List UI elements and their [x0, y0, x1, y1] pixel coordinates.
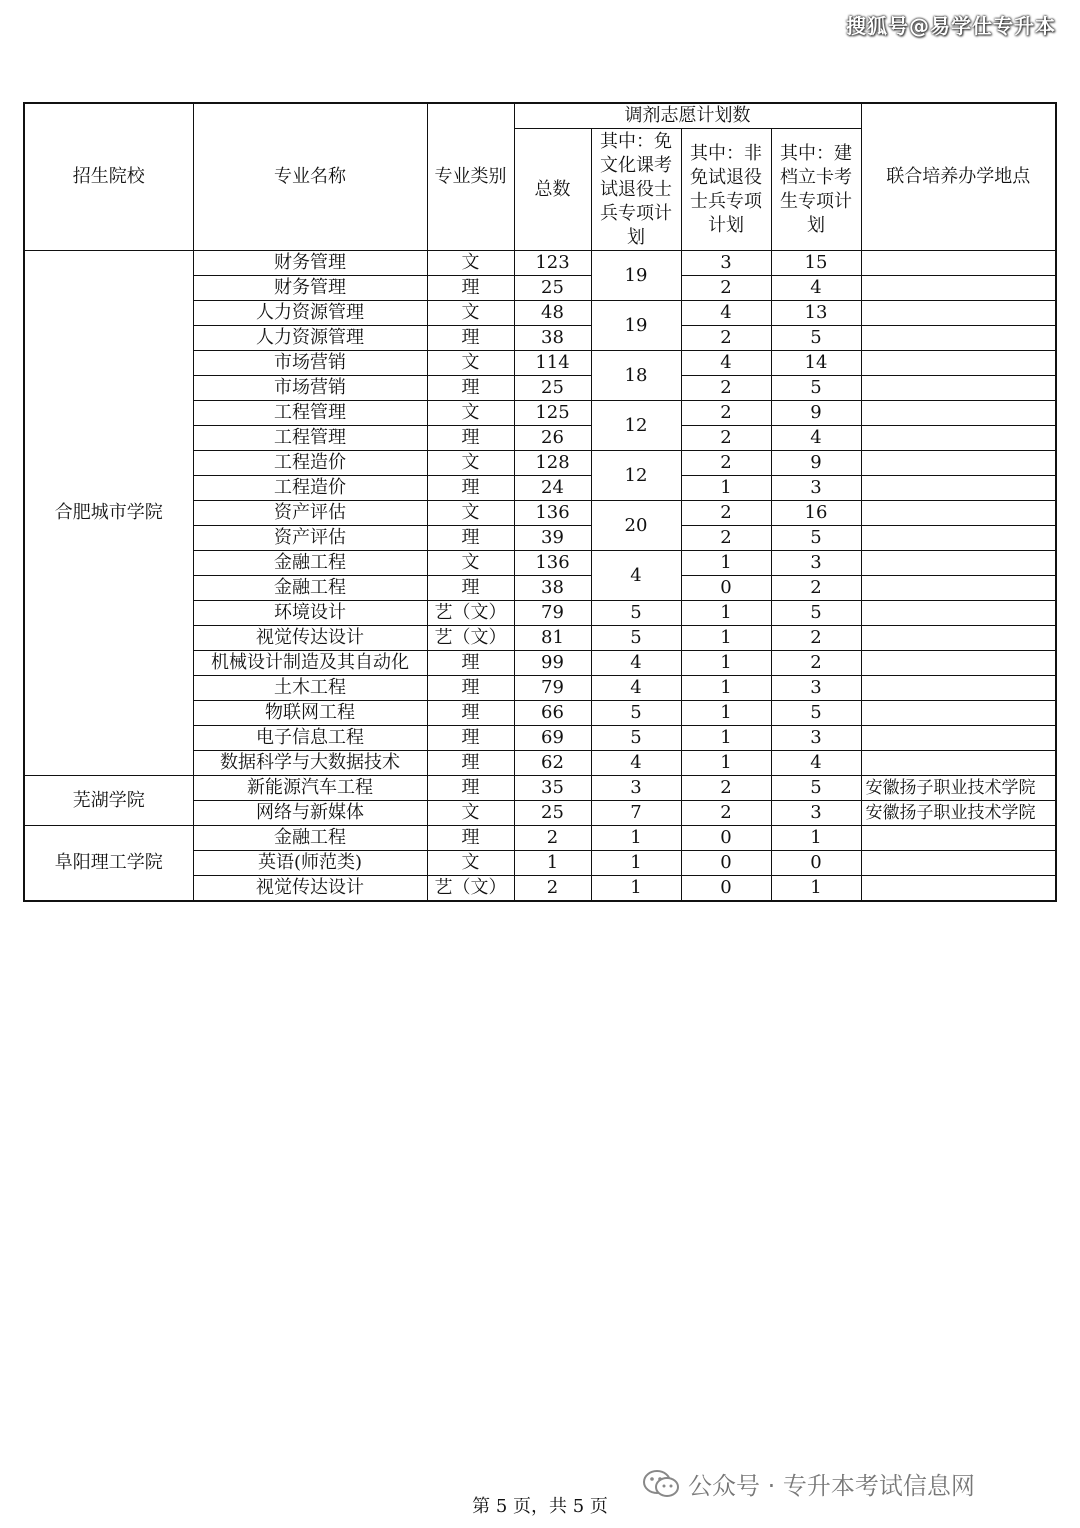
plan-total: 2	[514, 826, 591, 851]
plan-exempt: 20	[591, 501, 681, 551]
plan-poverty: 1	[771, 826, 861, 851]
major-category: 理	[427, 651, 514, 676]
plan-exempt: 3	[591, 776, 681, 801]
major-category: 理	[427, 526, 514, 551]
major-name: 工程管理	[193, 426, 427, 451]
plan-nonexempt: 2	[681, 376, 771, 401]
major-category: 文	[427, 851, 514, 876]
plan-nonexempt: 1	[681, 726, 771, 751]
plan-total: 25	[514, 376, 591, 401]
plan-poverty: 3	[771, 476, 861, 501]
plan-nonexempt: 2	[681, 401, 771, 426]
joint-location	[861, 301, 1056, 326]
wechat-label: 公众号 · 专升本考试信息网	[688, 1472, 975, 1500]
major-name: 英语(师范类)	[193, 851, 427, 876]
plan-poverty: 5	[771, 376, 861, 401]
major-category: 艺（文）	[427, 626, 514, 651]
major-category: 文	[427, 251, 514, 276]
plan-total: 26	[514, 426, 591, 451]
plan-nonexempt: 0	[681, 876, 771, 902]
plan-nonexempt: 2	[681, 326, 771, 351]
major-name: 机械设计制造及其自动化	[193, 651, 427, 676]
joint-location	[861, 401, 1056, 426]
plan-poverty: 14	[771, 351, 861, 376]
major-name: 物联网工程	[193, 701, 427, 726]
plan-table	[23, 102, 1057, 902]
plan-total: 2	[514, 876, 591, 902]
plan-total: 79	[514, 676, 591, 701]
joint-location	[861, 576, 1056, 601]
major-category: 理	[427, 576, 514, 601]
plan-nonexempt: 3	[681, 251, 771, 276]
major-name: 人力资源管理	[193, 326, 427, 351]
header-total: 总数	[514, 129, 591, 251]
joint-location	[861, 326, 1056, 351]
major-category: 文	[427, 401, 514, 426]
plan-total: 136	[514, 551, 591, 576]
plan-nonexempt: 2	[681, 526, 771, 551]
joint-location: 安徽扬子职业技术学院	[861, 776, 1056, 801]
header-school: 招生院校	[24, 103, 193, 251]
plan-poverty: 2	[771, 626, 861, 651]
major-category: 理	[427, 276, 514, 301]
plan-nonexempt: 1	[681, 551, 771, 576]
major-name: 工程管理	[193, 401, 427, 426]
plan-exempt: 12	[591, 401, 681, 451]
table-body	[24, 251, 1056, 902]
plan-nonexempt: 1	[681, 676, 771, 701]
plan-exempt: 4	[591, 651, 681, 676]
major-name: 资产评估	[193, 526, 427, 551]
major-name: 市场营销	[193, 351, 427, 376]
plan-exempt: 1	[591, 851, 681, 876]
major-category: 文	[427, 351, 514, 376]
plan-total: 1	[514, 851, 591, 876]
major-name: 市场营销	[193, 376, 427, 401]
major-name: 视觉传达设计	[193, 626, 427, 651]
major-category: 理	[427, 751, 514, 776]
plan-poverty: 2	[771, 651, 861, 676]
major-category: 理	[427, 676, 514, 701]
school-name: 合肥城市学院	[24, 251, 193, 776]
plan-total: 79	[514, 601, 591, 626]
major-category: 艺（文）	[427, 876, 514, 902]
plan-nonexempt: 0	[681, 576, 771, 601]
joint-location	[861, 751, 1056, 776]
plan-total: 123	[514, 251, 591, 276]
major-name: 工程造价	[193, 451, 427, 476]
major-name: 金融工程	[193, 551, 427, 576]
joint-location	[861, 451, 1056, 476]
plan-poverty: 3	[771, 801, 861, 826]
joint-location	[861, 876, 1056, 902]
joint-location	[861, 351, 1056, 376]
plan-exempt: 5	[591, 626, 681, 651]
major-name: 数据科学与大数据技术	[193, 751, 427, 776]
joint-location	[861, 626, 1056, 651]
plan-nonexempt: 2	[681, 426, 771, 451]
table-row	[24, 826, 1056, 851]
major-category: 理	[427, 326, 514, 351]
plan-total: 48	[514, 301, 591, 326]
major-name: 资产评估	[193, 501, 427, 526]
joint-location	[861, 426, 1056, 451]
plan-nonexempt: 1	[681, 751, 771, 776]
plan-nonexempt: 2	[681, 276, 771, 301]
plan-total: 125	[514, 401, 591, 426]
joint-location	[861, 526, 1056, 551]
plan-nonexempt: 2	[681, 801, 771, 826]
major-category: 文	[427, 301, 514, 326]
plan-nonexempt: 1	[681, 651, 771, 676]
joint-location	[861, 476, 1056, 501]
header-joint: 联合培养办学地点	[861, 103, 1056, 251]
header-plan-group: 调剂志愿计划数	[514, 103, 861, 129]
plan-poverty: 2	[771, 576, 861, 601]
plan-total: 128	[514, 451, 591, 476]
major-name: 环境设计	[193, 601, 427, 626]
major-category: 理	[427, 826, 514, 851]
plan-total: 38	[514, 576, 591, 601]
plan-poverty: 16	[771, 501, 861, 526]
plan-poverty: 9	[771, 401, 861, 426]
major-name: 财务管理	[193, 276, 427, 301]
plan-poverty: 1	[771, 876, 861, 902]
header-major: 专业名称	[193, 103, 427, 251]
major-category: 理	[427, 701, 514, 726]
watermark: 搜狐号@易学仕专升本	[846, 14, 1056, 38]
plan-exempt: 5	[591, 701, 681, 726]
major-category: 理	[427, 476, 514, 501]
plan-exempt: 12	[591, 451, 681, 501]
joint-location	[861, 676, 1056, 701]
joint-location	[861, 851, 1056, 876]
plan-total: 81	[514, 626, 591, 651]
plan-exempt: 5	[591, 601, 681, 626]
page-footer: 第 5 页，共 5 页	[472, 1496, 608, 1517]
joint-location	[861, 826, 1056, 851]
major-name: 土木工程	[193, 676, 427, 701]
plan-total: 66	[514, 701, 591, 726]
joint-location: 安徽扬子职业技术学院	[861, 801, 1056, 826]
plan-poverty: 3	[771, 676, 861, 701]
plan-total: 24	[514, 476, 591, 501]
plan-nonexempt: 1	[681, 626, 771, 651]
plan-total: 35	[514, 776, 591, 801]
joint-location	[861, 601, 1056, 626]
plan-total: 114	[514, 351, 591, 376]
plan-exempt: 4	[591, 551, 681, 601]
major-name: 金融工程	[193, 576, 427, 601]
plan-poverty: 4	[771, 276, 861, 301]
plan-total: 39	[514, 526, 591, 551]
major-category: 艺（文）	[427, 601, 514, 626]
major-name: 人力资源管理	[193, 301, 427, 326]
plan-total: 99	[514, 651, 591, 676]
plan-exempt: 18	[591, 351, 681, 401]
joint-location	[861, 551, 1056, 576]
plan-exempt: 19	[591, 301, 681, 351]
joint-location	[861, 726, 1056, 751]
plan-poverty: 5	[771, 601, 861, 626]
major-name: 电子信息工程	[193, 726, 427, 751]
major-name: 新能源汽车工程	[193, 776, 427, 801]
plan-poverty: 0	[771, 851, 861, 876]
plan-total: 69	[514, 726, 591, 751]
major-category: 文	[427, 451, 514, 476]
plan-poverty: 3	[771, 726, 861, 751]
plan-exempt: 7	[591, 801, 681, 826]
plan-nonexempt: 0	[681, 851, 771, 876]
plan-poverty: 5	[771, 326, 861, 351]
plan-poverty: 5	[771, 701, 861, 726]
joint-location	[861, 651, 1056, 676]
plan-poverty: 9	[771, 451, 861, 476]
joint-location	[861, 376, 1056, 401]
major-category: 文	[427, 501, 514, 526]
plan-total: 38	[514, 326, 591, 351]
plan-nonexempt: 1	[681, 476, 771, 501]
table-row	[24, 251, 1056, 276]
major-name: 金融工程	[193, 826, 427, 851]
plan-poverty: 4	[771, 751, 861, 776]
major-category: 理	[427, 776, 514, 801]
table-row	[24, 776, 1056, 801]
major-category: 理	[427, 376, 514, 401]
major-name: 网络与新媒体	[193, 801, 427, 826]
plan-poverty: 15	[771, 251, 861, 276]
major-category: 文	[427, 801, 514, 826]
major-name: 视觉传达设计	[193, 876, 427, 902]
plan-exempt: 1	[591, 826, 681, 851]
plan-nonexempt: 2	[681, 776, 771, 801]
plan-nonexempt: 4	[681, 301, 771, 326]
plan-poverty: 13	[771, 301, 861, 326]
major-category: 理	[427, 426, 514, 451]
plan-total: 62	[514, 751, 591, 776]
joint-location	[861, 501, 1056, 526]
plan-nonexempt: 2	[681, 501, 771, 526]
header-nonexempt: 其中：非免试退役士兵专项计划	[681, 129, 771, 251]
plan-exempt: 1	[591, 876, 681, 902]
plan-poverty: 5	[771, 526, 861, 551]
table-header	[24, 103, 1056, 251]
plan-nonexempt: 1	[681, 701, 771, 726]
plan-poverty: 3	[771, 551, 861, 576]
plan-poverty: 4	[771, 426, 861, 451]
plan-total: 136	[514, 501, 591, 526]
plan-exempt: 4	[591, 751, 681, 776]
major-name: 工程造价	[193, 476, 427, 501]
plan-nonexempt: 4	[681, 351, 771, 376]
major-category: 理	[427, 726, 514, 751]
plan-nonexempt: 1	[681, 601, 771, 626]
plan-total: 25	[514, 276, 591, 301]
school-name: 芜湖学院	[24, 776, 193, 826]
plan-total: 25	[514, 801, 591, 826]
header-category: 专业类别	[427, 103, 514, 251]
plan-exempt: 5	[591, 726, 681, 751]
plan-nonexempt: 0	[681, 826, 771, 851]
plan-nonexempt: 2	[681, 451, 771, 476]
joint-location	[861, 251, 1056, 276]
school-name: 阜阳理工学院	[24, 826, 193, 902]
plan-poverty: 5	[771, 776, 861, 801]
major-name: 财务管理	[193, 251, 427, 276]
plan-exempt: 19	[591, 251, 681, 301]
header-poverty: 其中：建档立卡考生专项计划	[771, 129, 861, 251]
header-exempt: 其中：免文化课考试退役士兵专项计划	[591, 129, 681, 251]
joint-location	[861, 276, 1056, 301]
plan-exempt: 4	[591, 676, 681, 701]
joint-location	[861, 701, 1056, 726]
major-category: 文	[427, 551, 514, 576]
